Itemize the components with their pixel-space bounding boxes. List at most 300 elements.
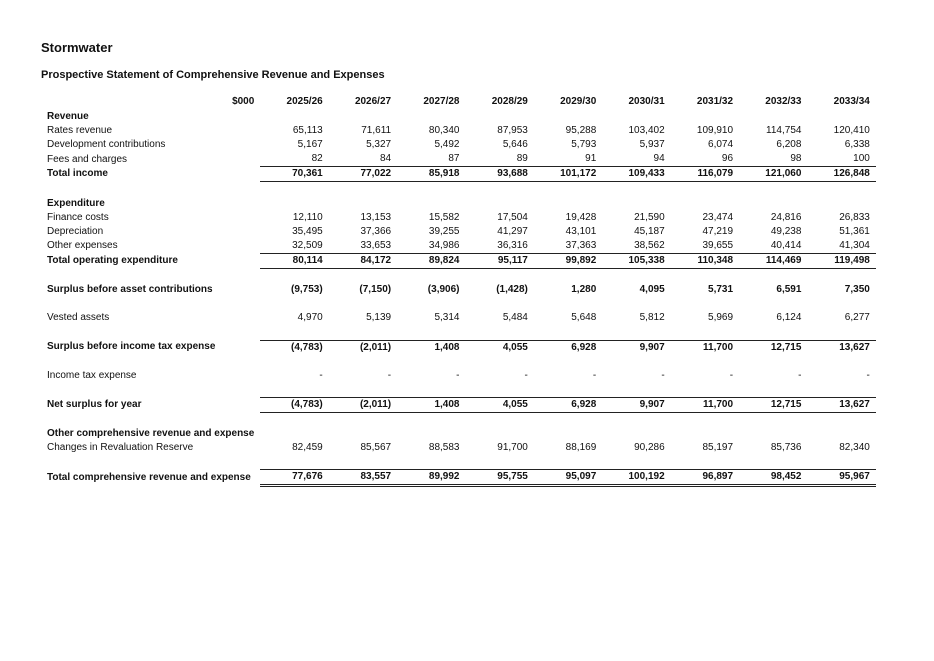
value-cell: 34,986 (428, 239, 460, 251)
value-cell: 95,097 (534, 470, 602, 486)
row-label (41, 182, 260, 197)
value-cell: 120,410 (833, 125, 870, 137)
value-cell (329, 269, 397, 284)
value-cell (602, 325, 670, 340)
value-cell: 33,653 (360, 239, 392, 251)
value-cell: 41,304 (839, 239, 870, 251)
value-cell: 100 (853, 153, 870, 165)
value-cell (671, 412, 739, 427)
spacer-row (41, 269, 876, 284)
value-cell (397, 269, 465, 284)
value-cell: 93,688 (465, 167, 533, 182)
value-cell: 70,361 (260, 167, 328, 182)
value-cell: 1,280 (571, 284, 597, 296)
value-cell (602, 182, 670, 197)
value-cell (807, 455, 875, 470)
row-label: Total operating expenditure (47, 254, 178, 266)
value-cell: 26,833 (839, 211, 870, 223)
value-cell (260, 455, 328, 470)
year-header: 2025/26 (286, 96, 323, 107)
value-cell: 101,172 (534, 167, 602, 182)
value-cell: - (319, 369, 323, 381)
value-cell (807, 110, 875, 124)
value-cell: - (661, 369, 665, 381)
value-cell (739, 355, 807, 369)
value-cell: 13,627 (807, 397, 875, 412)
value-cell: 13,627 (807, 340, 875, 355)
value-cell: 100,192 (602, 470, 670, 486)
value-cell (465, 110, 533, 124)
value-cell (534, 412, 602, 427)
value-cell: 85,567 (360, 442, 392, 454)
value-cell: 38,562 (634, 239, 665, 251)
value-cell: - (798, 369, 802, 381)
row-label: Other comprehensive revenue and expense (47, 428, 255, 440)
value-cell: (1,428) (496, 284, 528, 296)
value-cell: 80,340 (428, 125, 460, 137)
value-cell (329, 197, 397, 211)
value-cell (465, 197, 533, 211)
value-cell: 5,484 (502, 312, 528, 324)
value-cell (260, 355, 328, 369)
value-cell: 110,348 (671, 253, 739, 268)
value-cell: 119,498 (807, 253, 875, 268)
row-label: Development contributions (47, 139, 166, 151)
value-cell: 36,316 (497, 239, 528, 251)
value-cell: - (592, 369, 597, 381)
value-cell (671, 269, 739, 284)
row-label: Income tax expense (47, 369, 137, 381)
table-row (41, 311, 876, 325)
value-cell: 109,910 (696, 125, 734, 137)
table-header-row (41, 93, 876, 110)
table-row (41, 110, 876, 124)
value-cell (534, 383, 602, 398)
table-row (41, 124, 876, 138)
row-label: Rates revenue (47, 125, 113, 137)
value-cell: 5,139 (366, 312, 392, 324)
value-cell (671, 355, 739, 369)
value-cell: 6,208 (776, 139, 802, 151)
row-label: Other expenses (47, 240, 118, 252)
value-cell: 80,114 (260, 253, 328, 268)
value-cell (602, 412, 670, 427)
value-cell (671, 325, 739, 340)
row-label: Changes in Revaluation Reserve (47, 442, 194, 454)
value-cell: 82,340 (839, 442, 870, 454)
value-cell: 9,907 (602, 397, 670, 412)
value-cell (671, 182, 739, 197)
row-label (41, 412, 260, 427)
value-cell: 96 (721, 153, 734, 165)
value-cell: 77,022 (329, 167, 397, 182)
value-cell (534, 182, 602, 197)
value-cell (739, 182, 807, 197)
value-cell: 4,095 (639, 284, 665, 296)
row-label (41, 355, 260, 369)
value-cell: 71,611 (361, 125, 392, 137)
value-cell: 5,314 (434, 312, 460, 324)
value-cell (534, 455, 602, 470)
value-cell (465, 427, 533, 441)
row-label: Net surplus for year (47, 398, 142, 410)
value-cell: 94 (653, 153, 665, 165)
value-cell (260, 427, 328, 441)
unit-label: $000 (232, 96, 255, 107)
value-cell: 98 (790, 153, 802, 165)
value-cell: 95,755 (465, 470, 533, 486)
spacer-row (41, 455, 876, 470)
row-label: Finance costs (47, 211, 109, 223)
value-cell: 83,557 (329, 470, 397, 486)
table-row (41, 211, 876, 225)
value-cell (534, 197, 602, 211)
value-cell: 37,366 (360, 225, 392, 237)
value-cell (739, 110, 807, 124)
value-cell: 85,918 (397, 167, 465, 182)
row-label: Fees and charges (47, 153, 128, 165)
value-cell (329, 427, 397, 441)
value-cell: 114,469 (739, 253, 807, 268)
table-row (41, 197, 876, 211)
row-label (41, 297, 260, 311)
value-cell (534, 110, 602, 124)
value-cell: 6,074 (708, 139, 734, 151)
value-cell: 1,408 (397, 397, 465, 412)
value-cell: 5,646 (502, 139, 528, 151)
value-cell (807, 297, 875, 311)
value-cell (807, 383, 875, 398)
row-label: Revenue (47, 111, 89, 122)
spacer-row (41, 297, 876, 311)
value-cell: - (729, 369, 734, 381)
value-cell (739, 269, 807, 284)
value-cell: 6,338 (844, 139, 870, 151)
value-cell (465, 455, 533, 470)
value-cell (602, 427, 670, 441)
spacer-row (41, 182, 876, 197)
value-cell (260, 412, 328, 427)
value-cell: 89,992 (397, 470, 465, 486)
value-cell: 87,953 (497, 125, 528, 137)
value-cell (329, 110, 397, 124)
value-cell (739, 197, 807, 211)
value-cell (602, 355, 670, 369)
value-cell (602, 197, 670, 211)
table-row (41, 152, 876, 167)
value-cell: 5,937 (639, 139, 665, 151)
value-cell (329, 182, 397, 197)
value-cell (397, 412, 465, 427)
value-cell (260, 197, 328, 211)
value-cell (739, 455, 807, 470)
value-cell (260, 110, 328, 124)
value-cell (329, 455, 397, 470)
value-cell: 109,433 (602, 167, 670, 182)
value-cell (534, 297, 602, 311)
value-cell (465, 355, 533, 369)
value-cell: 95,967 (807, 470, 875, 486)
value-cell (671, 197, 739, 211)
value-cell: 121,060 (739, 167, 807, 182)
value-cell (465, 182, 533, 197)
row-label: Total income (47, 168, 108, 180)
table-row (41, 253, 876, 268)
value-cell (739, 383, 807, 398)
value-cell (807, 427, 875, 441)
value-cell: 90,286 (634, 442, 665, 454)
table-row (41, 239, 876, 254)
value-cell: 99,892 (534, 253, 602, 268)
value-cell: 91 (585, 153, 597, 165)
value-cell: (2,011) (329, 397, 397, 412)
value-cell (397, 355, 465, 369)
table-row (41, 470, 876, 486)
value-cell: 126,848 (807, 167, 875, 182)
value-cell (397, 455, 465, 470)
value-cell: 24,816 (770, 211, 802, 223)
value-cell: 12,715 (739, 397, 807, 412)
value-cell: 45,187 (634, 225, 665, 237)
row-label: Total comprehensive revenue and expense (47, 471, 251, 483)
value-cell: 89 (516, 153, 528, 165)
row-label (41, 383, 260, 398)
value-cell (671, 297, 739, 311)
value-cell: 5,969 (708, 312, 734, 324)
table-row (41, 397, 876, 412)
value-cell: 89,824 (397, 253, 465, 268)
value-cell: 47,219 (702, 225, 734, 237)
value-cell: 84,172 (329, 253, 397, 268)
value-cell: - (866, 369, 870, 381)
year-header: 2030/31 (628, 96, 665, 107)
value-cell: 65,113 (292, 125, 323, 137)
table-row (41, 138, 876, 152)
table-row (41, 427, 876, 441)
value-cell (807, 412, 875, 427)
year-header: 2026/27 (354, 96, 392, 107)
table-row (41, 225, 876, 239)
value-cell: 9,907 (602, 340, 670, 355)
value-cell: 95,117 (465, 253, 533, 268)
row-label: Surplus before income tax expense (47, 341, 216, 353)
value-cell (671, 383, 739, 398)
value-cell (807, 355, 875, 369)
value-cell (260, 325, 328, 340)
value-cell: 41,297 (497, 225, 528, 237)
value-cell: 15,582 (428, 211, 460, 223)
value-cell: - (456, 369, 460, 381)
statement-subtitle: Prospective Statement of Comprehensive Revenue and Expenses (41, 69, 385, 81)
value-cell (329, 383, 397, 398)
value-cell (739, 412, 807, 427)
value-cell: 6,928 (534, 340, 602, 355)
value-cell: 11,700 (671, 340, 739, 355)
value-cell: 23,474 (702, 211, 734, 223)
value-cell: 4,970 (297, 312, 323, 324)
value-cell (397, 110, 465, 124)
spacer-row (41, 355, 876, 369)
value-cell: 21,590 (634, 211, 665, 223)
row-label (41, 455, 260, 470)
value-cell (534, 355, 602, 369)
value-cell: 5,793 (571, 139, 597, 151)
value-cell: 51,361 (839, 225, 870, 237)
value-cell: 98,452 (739, 470, 807, 486)
value-cell: 95,288 (565, 125, 597, 137)
value-cell: 39,255 (428, 225, 460, 237)
table-row (41, 283, 876, 297)
value-cell: 5,648 (571, 312, 597, 324)
year-header: 2027/28 (423, 96, 460, 107)
value-cell: 85,197 (702, 442, 734, 454)
value-cell: (4,783) (260, 340, 328, 355)
value-cell (260, 297, 328, 311)
value-cell: (4,783) (260, 397, 328, 412)
value-cell: 4,055 (465, 397, 533, 412)
value-cell: 5,731 (708, 284, 734, 296)
year-header: 2029/30 (560, 96, 597, 107)
spacer-row (41, 383, 876, 398)
value-cell: 1,408 (397, 340, 465, 355)
value-cell (329, 412, 397, 427)
value-cell (739, 325, 807, 340)
spacer-row (41, 325, 876, 340)
value-cell: 17,504 (497, 211, 528, 223)
value-cell: (2,011) (329, 340, 397, 355)
spacer-row (41, 412, 876, 427)
row-label: Vested assets (47, 312, 110, 324)
value-cell (397, 182, 465, 197)
table-row (41, 340, 876, 355)
value-cell: (9,753) (291, 284, 323, 296)
value-cell (534, 325, 602, 340)
value-cell: 4,055 (465, 340, 533, 355)
value-cell: 13,153 (360, 211, 392, 223)
page-title: Stormwater (41, 40, 113, 55)
value-cell (329, 355, 397, 369)
value-cell: 6,124 (776, 312, 802, 324)
row-label (41, 269, 260, 284)
value-cell: 84 (379, 153, 392, 165)
value-cell: 5,167 (297, 139, 323, 151)
value-cell: 105,338 (602, 253, 670, 268)
value-cell (260, 182, 328, 197)
value-cell: - (387, 369, 392, 381)
year-header: 2028/29 (491, 96, 528, 107)
value-cell (465, 412, 533, 427)
value-cell: 5,492 (434, 139, 460, 151)
value-cell (260, 383, 328, 398)
row-label: Expenditure (47, 197, 105, 209)
value-cell: (3,906) (427, 284, 460, 296)
value-cell (465, 325, 533, 340)
value-cell (260, 269, 328, 284)
value-cell: 6,277 (844, 312, 870, 324)
value-cell: 39,655 (702, 239, 734, 251)
value-cell (671, 427, 739, 441)
table-body (41, 110, 876, 486)
value-cell: 77,676 (260, 470, 328, 486)
value-cell (671, 110, 739, 124)
value-cell: 103,402 (628, 125, 665, 137)
value-cell (739, 297, 807, 311)
value-cell (465, 383, 533, 398)
value-cell: 88,169 (565, 442, 597, 454)
year-header: 2033/34 (833, 96, 870, 107)
value-cell (397, 297, 465, 311)
table-row (41, 167, 876, 182)
value-cell (602, 110, 670, 124)
value-cell (465, 269, 533, 284)
value-cell: - (524, 369, 528, 381)
value-cell: 5,327 (366, 139, 392, 151)
value-cell: 35,495 (292, 225, 323, 237)
value-cell: 82,459 (292, 442, 323, 454)
value-cell (602, 269, 670, 284)
value-cell (397, 427, 465, 441)
table-row (41, 441, 876, 455)
value-cell (465, 297, 533, 311)
value-cell: (7,150) (359, 284, 392, 296)
value-cell: 96,897 (671, 470, 739, 486)
year-header: 2032/33 (765, 96, 802, 107)
value-cell: 32,509 (292, 239, 323, 251)
value-cell (397, 383, 465, 398)
value-cell (397, 197, 465, 211)
table-row (41, 369, 876, 383)
value-cell: 85,736 (770, 442, 802, 454)
value-cell (807, 269, 875, 284)
value-cell: 49,238 (770, 225, 802, 237)
value-cell: 87 (448, 153, 460, 165)
value-cell: 116,079 (671, 167, 739, 182)
value-cell (329, 325, 397, 340)
value-cell (329, 297, 397, 311)
value-cell (602, 297, 670, 311)
value-cell: 6,928 (534, 397, 602, 412)
value-cell (807, 182, 875, 197)
value-cell (534, 427, 602, 441)
row-label: Depreciation (47, 225, 104, 237)
value-cell: 6,591 (776, 284, 802, 296)
value-cell: 114,754 (766, 125, 802, 137)
value-cell: 40,414 (770, 239, 802, 251)
value-cell (602, 455, 670, 470)
value-cell (671, 455, 739, 470)
value-cell: 37,363 (565, 239, 597, 251)
value-cell (397, 325, 465, 340)
row-label (41, 325, 260, 340)
value-cell: 91,700 (497, 442, 528, 454)
financial-statement-table (41, 93, 876, 487)
value-cell: 5,812 (639, 312, 665, 324)
value-cell: 19,428 (565, 211, 597, 223)
value-cell: 43,101 (565, 225, 597, 237)
value-cell: 7,350 (844, 284, 870, 296)
value-cell (807, 325, 875, 340)
value-cell (602, 383, 670, 398)
row-label: Surplus before asset contributions (47, 284, 213, 296)
year-header: 2031/32 (696, 96, 734, 107)
value-cell: 11,700 (671, 397, 739, 412)
value-cell: 12,110 (292, 211, 323, 223)
value-cell (739, 427, 807, 441)
value-cell (807, 197, 875, 211)
value-cell: 12,715 (739, 340, 807, 355)
value-cell: 82 (311, 153, 323, 165)
value-cell: 88,583 (428, 442, 460, 454)
